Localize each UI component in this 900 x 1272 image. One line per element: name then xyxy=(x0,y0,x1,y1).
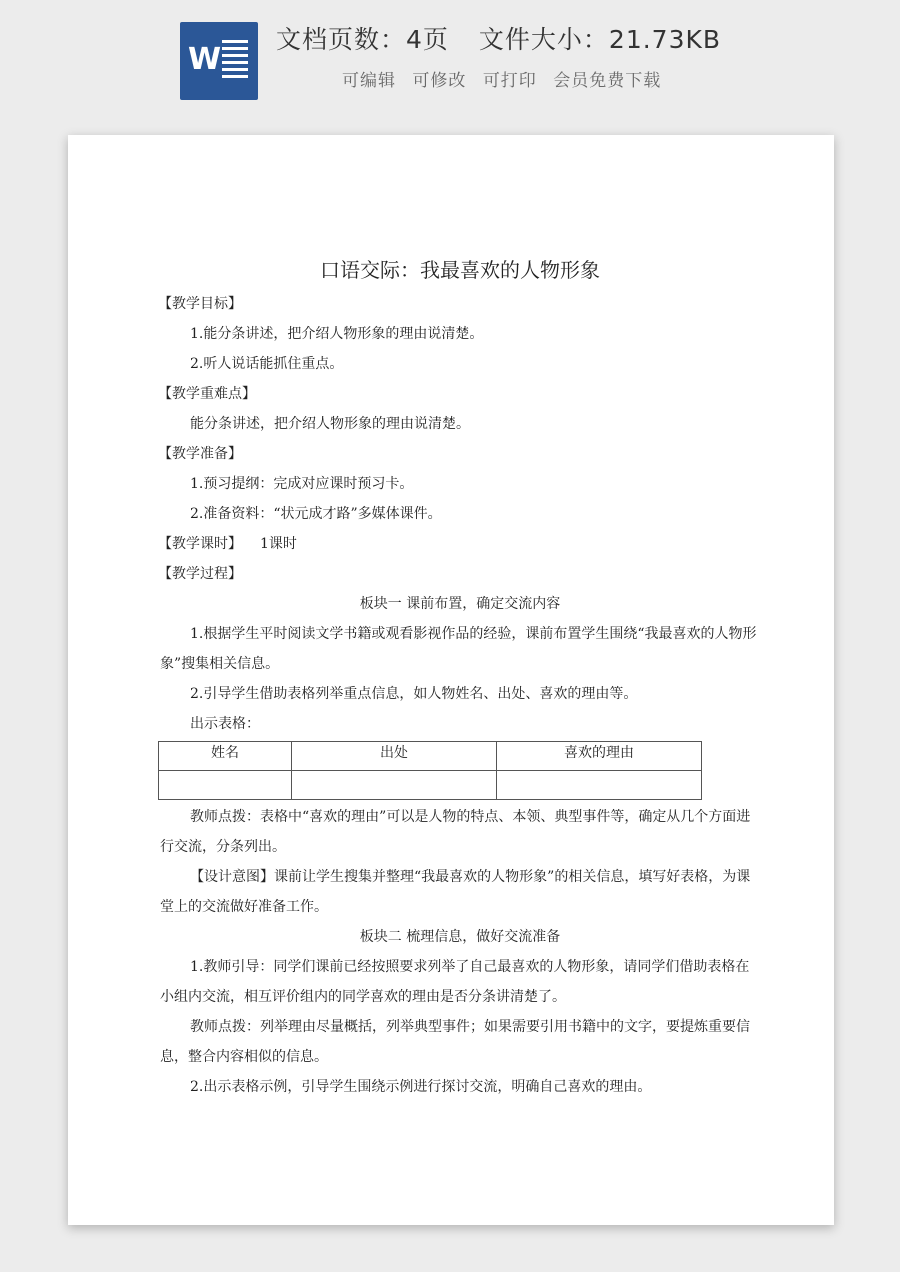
page-count: 文档页数：4页 xyxy=(276,25,449,54)
prep-item: 2.准备资料：“状元成才路”多媒体课件。 xyxy=(190,506,442,522)
section1-title: 板块一 课前布置，确定交流内容 xyxy=(359,596,561,612)
table-header-reason: 喜欢的理由 xyxy=(497,742,702,771)
paragraph: 出示表格： xyxy=(190,716,260,732)
section-heading-key-points: 【教学重难点】 xyxy=(158,386,256,402)
table-cell xyxy=(292,771,497,800)
feature-editable: 可编辑 xyxy=(342,71,396,91)
document-title: 口语交际：我最喜欢的人物形象 xyxy=(320,258,600,282)
word-document-icon xyxy=(180,22,258,100)
paragraph: 教师点拨：表格中“喜欢的理由”可以是人物的特点、本领、典型事件等，确定从几个方面进行交流，分条列出。 xyxy=(160,809,751,855)
download-header xyxy=(0,0,900,130)
feature-printable: 可打印 xyxy=(482,71,537,91)
section-heading-hours xyxy=(158,529,760,559)
goal-item: 1.能分条讲述，把介绍人物形象的理由说清楚。 xyxy=(190,326,484,342)
hours-value: 1课时 xyxy=(260,536,297,552)
info-table xyxy=(158,741,702,800)
paragraph: 2.引导学生借助表格列举重点信息，如人物姓名、出处、喜欢的理由等。 xyxy=(190,686,638,702)
paragraph: 教师点拨：列举理由尽量概括，列举典型事件；如果需要引用书籍中的文字，要提炼重要信息，整合内容相似的信息。 xyxy=(160,1019,750,1065)
feature-list xyxy=(342,66,671,91)
table-header-row xyxy=(159,742,702,771)
key-point-item: 能分条讲述，把介绍人物形象的理由说清楚。 xyxy=(190,416,470,432)
paragraph: 2.出示表格示例，引导学生围绕示例进行探讨交流，明确自己喜欢的理由。 xyxy=(190,1079,652,1095)
table-cell xyxy=(497,771,702,800)
section-heading-goals: 【教学目标】 xyxy=(158,296,242,312)
goal-item: 2.听人说话能抓住重点。 xyxy=(190,356,344,372)
feature-modifiable: 可修改 xyxy=(412,71,467,91)
section-heading-preparation: 【教学准备】 xyxy=(158,446,242,462)
section-heading-process: 【教学过程】 xyxy=(158,566,242,582)
hours-label: 【教学课时】 xyxy=(158,536,242,552)
table-header-name: 姓名 xyxy=(159,742,292,771)
paragraph: 1.教师引导：同学们课前已经按照要求列举了自己最喜欢的人物形象，请同学们借助表格在小组内交流，相互评价组内的同学喜欢的理由是否分条讲清楚了。 xyxy=(160,959,750,1005)
section2-title: 板块二 梳理信息，做好交流准备 xyxy=(359,929,561,945)
paragraph: 【设计意图】课前让学生搜集并整理“我最喜欢的人物形象”的相关信息，填写好表格，为课堂上的交流做好准备工作。 xyxy=(160,869,751,915)
file-meta xyxy=(276,20,721,56)
document-page xyxy=(68,135,834,1225)
feature-member-download: 会员免费下载 xyxy=(553,71,662,91)
document-content xyxy=(160,253,760,1102)
prep-item: 1.预习提纲：完成对应课时预习卡。 xyxy=(190,476,414,492)
table-row xyxy=(159,771,702,800)
table-cell xyxy=(159,771,292,800)
paragraph: 1.根据学生平时阅读文学书籍或观看影视作品的经验，课前布置学生围绕“我最喜欢的人物形象”搜集相关信息。 xyxy=(160,626,757,672)
table-header-source: 出处 xyxy=(292,742,497,771)
word-icon-letter: W xyxy=(188,42,222,77)
file-size: 文件大小：21.73KB xyxy=(478,25,722,54)
